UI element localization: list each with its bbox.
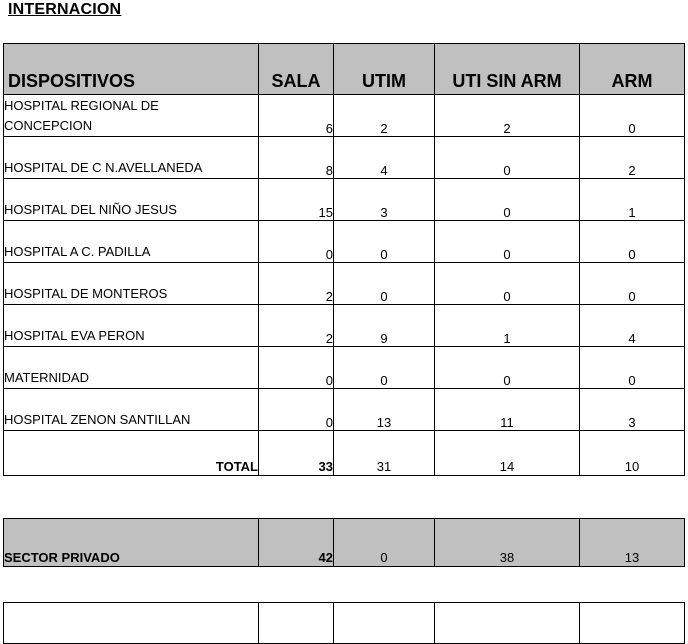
utim-value: 0 [334, 347, 435, 389]
uti-sin-arm-value: 0 [435, 347, 580, 389]
sala-value: 0 [259, 347, 334, 389]
header-utim: UTIM [334, 44, 435, 95]
total-utim: 31 [334, 431, 435, 476]
sala-value: 0 [259, 389, 334, 431]
uti-sin-arm-value: 1 [435, 305, 580, 347]
sala-value: 2 [259, 263, 334, 305]
empty-cell [435, 603, 580, 644]
hospital-name-line2: HOSPITAL ZENON SANTILLAN [4, 412, 191, 427]
arm-value: 0 [580, 263, 685, 305]
arm-value: 1 [580, 179, 685, 221]
table-row [4, 137, 685, 179]
table-row [4, 389, 685, 431]
sector-privado-utim: 0 [334, 519, 435, 567]
arm-value: 2 [580, 137, 685, 179]
empty-cell [580, 603, 685, 644]
utim-value: 4 [334, 137, 435, 179]
internacion-table [3, 43, 685, 476]
hospital-name [4, 179, 259, 221]
uti-sin-arm-value: 0 [435, 137, 580, 179]
hospital-name-line2: HOSPITAL DE C N.AVELLANEDA [4, 160, 203, 175]
arm-value: 0 [580, 95, 685, 137]
arm-value: 4 [580, 305, 685, 347]
hospital-name [4, 389, 259, 431]
empty-cell [334, 603, 435, 644]
utim-value: 0 [334, 221, 435, 263]
hospital-name [4, 263, 259, 305]
empty-cell [4, 603, 259, 644]
hospital-name [4, 221, 259, 263]
table-row [4, 95, 685, 137]
table-row [4, 221, 685, 263]
sector-privado-sala: 42 [259, 519, 334, 567]
table-row [4, 347, 685, 389]
table-row [4, 305, 685, 347]
hospital-name [4, 305, 259, 347]
total-uti-sin-arm: 14 [435, 431, 580, 476]
hospital-name [4, 347, 259, 389]
utim-value: 3 [334, 179, 435, 221]
hospital-name-line2: HOSPITAL DEL NIÑO JESUS [4, 202, 177, 217]
empty-cell [259, 603, 334, 644]
header-arm: ARM [580, 44, 685, 95]
hospital-name-line2: MATERNIDAD [4, 370, 89, 385]
table-header-row [4, 44, 685, 95]
uti-sin-arm-value: 0 [435, 179, 580, 221]
total-label: TOTAL [4, 431, 259, 476]
hospital-name-line2: HOSPITAL A C. PADILLA [4, 244, 151, 259]
utim-value: 13 [334, 389, 435, 431]
empty-table [3, 602, 685, 644]
utim-value: 9 [334, 305, 435, 347]
empty-row [4, 603, 685, 644]
hospital-name-line2: HOSPITAL EVA PERON [4, 328, 145, 343]
utim-value: 0 [334, 263, 435, 305]
header-dispositivos: DISPOSITIVOS [4, 44, 259, 95]
arm-value: 3 [580, 389, 685, 431]
hospital-name [4, 95, 259, 137]
hospital-name-line1: HOSPITAL REGIONAL DE [4, 98, 159, 113]
sala-value: 6 [259, 95, 334, 137]
sala-value: 0 [259, 221, 334, 263]
total-sala: 33 [259, 431, 334, 476]
sala-value: 15 [259, 179, 334, 221]
sector-privado-row [4, 519, 685, 567]
sector-privado-arm: 13 [580, 519, 685, 567]
table-row [4, 263, 685, 305]
arm-value: 0 [580, 347, 685, 389]
arm-value: 0 [580, 221, 685, 263]
hospital-name-line2: CONCEPCION [4, 118, 93, 133]
total-row [4, 431, 685, 476]
uti-sin-arm-value: 0 [435, 263, 580, 305]
hospital-name [4, 137, 259, 179]
uti-sin-arm-value: 0 [435, 221, 580, 263]
sector-privado-label: SECTOR PRIVADO [4, 519, 259, 567]
utim-value: 2 [334, 95, 435, 137]
sala-value: 8 [259, 137, 334, 179]
total-arm: 10 [580, 431, 685, 476]
uti-sin-arm-value: 2 [435, 95, 580, 137]
uti-sin-arm-value: 11 [435, 389, 580, 431]
sector-privado-uti-sin-arm: 38 [435, 519, 580, 567]
hospital-name-line2: HOSPITAL DE MONTEROS [4, 286, 168, 301]
table-row [4, 179, 685, 221]
header-uti-sin-arm: UTI SIN ARM [435, 44, 580, 95]
sector-privado-table [3, 518, 685, 567]
header-sala: SALA [259, 44, 334, 95]
page-title: INTERNACION [8, 1, 122, 18]
sala-value: 2 [259, 305, 334, 347]
